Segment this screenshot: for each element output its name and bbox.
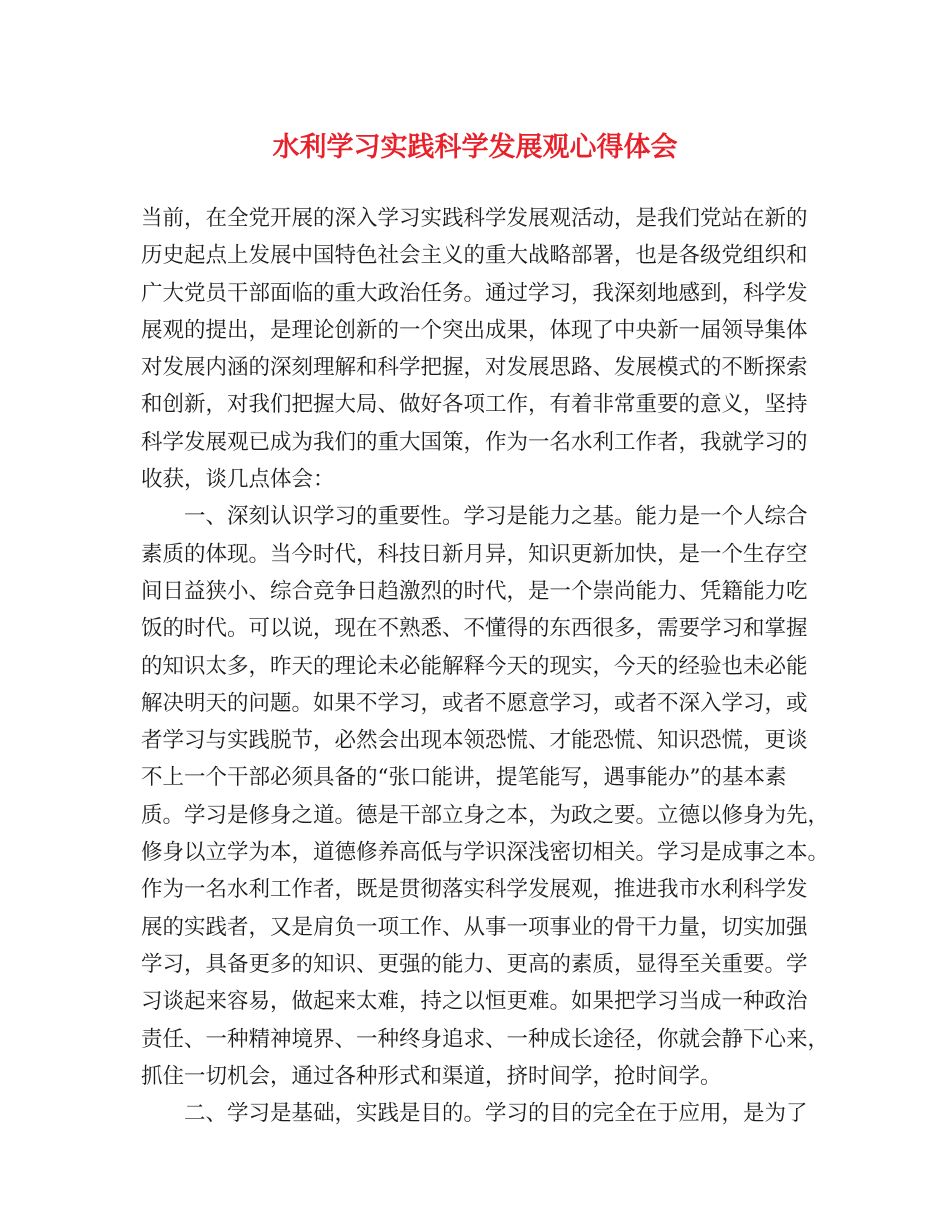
text-line: 饭的时代。可以说，现在不熟悉、不懂得的东西很多，需要学习和掌握: [141, 616, 808, 642]
text-line: 当前，在全党开展的深入学习实践科学发展观活动，是我们党站在新的: [141, 206, 808, 231]
text-line: 作为一名水利工作者，既是贯彻落实科学发展观，推进我市水利科学发: [141, 877, 808, 903]
text-line: 素质的体现。当今时代，科技日新月异，知识更新加快，是一个生存空: [141, 541, 808, 567]
text-line: 二、学习是基础，实践是目的。学习的目的完全在于应用，是为了: [141, 1101, 808, 1127]
text-line: 学习，具备更多的知识、更强的能力、更高的素质，显得至关重要。学: [141, 951, 808, 977]
text-line: 抓住一切机会，通过各种形式和渠道，挤时间学，抢时间学。: [141, 1063, 722, 1089]
text-line: 对发展内涵的深刻理解和科学把握，对发展思路、发展模式的不断探索: [141, 355, 808, 381]
text-line: 科学发展观已成为我们的重大国策，作为一名水利工作者，我就学习的: [141, 429, 808, 455]
text-line: 修身以立学为本，道德修养高低与学识深浅密切相关。学习是成事之本。: [141, 840, 830, 866]
text-line: 和创新，对我们把握大局、做好各项工作，有着非常重要的意义，坚持: [141, 392, 808, 418]
text-line: 一、深刻认识学习的重要性。学习是能力之基。能力是一个人综合: [141, 504, 808, 530]
text-line: 历史起点上发展中国特色社会主义的重大战略部署，也是各级党组织和: [141, 243, 808, 269]
text-line: 间日益狭小、综合竞争日趋激烈的时代，是一个崇尚能力、凭籍能力吃: [141, 578, 808, 604]
text-line: 者学习与实践脱节，必然会出现本领恐慌、才能恐慌、知识恐慌，更谈: [141, 728, 808, 754]
text-line: 习谈起来容易，做起来太难，持之以恒更难。如果把学习当成一种政治: [141, 989, 808, 1015]
text-line: 不上一个干部必须具备的“张口能讲，提笔能写，遇事能办”的基本素: [141, 765, 787, 791]
document-body: [141, 200, 830, 1132]
text-line: 展观的提出，是理论创新的一个突出成果，体现了中央新一届领导集体: [141, 317, 808, 343]
document-title: 水利学习实践科学发展观心得体会: [272, 132, 678, 163]
text-line: 展的实践者，又是肩负一项工作、从事一项事业的骨干力量，切实加强: [141, 914, 808, 940]
text-line: 的知识太多，昨天的理论未必能解释今天的现实，今天的经验也未必能: [141, 653, 808, 679]
text-line: 广大党员干部面临的重大政治任务。通过学习，我深刻地感到，科学发: [141, 280, 808, 306]
text-line: 责任、一种精神境界、一种终身追求、一种成长途径，你就会静下心来，: [141, 1026, 830, 1052]
text-line: 收获，谈几点体会：: [141, 467, 335, 493]
text-line: 解决明天的问题。如果不学习，或者不愿意学习，或者不深入学习，或: [141, 690, 808, 716]
text-line: 质。学习是修身之道。德是干部立身之本，为政之要。立德以修身为先，: [141, 802, 830, 828]
